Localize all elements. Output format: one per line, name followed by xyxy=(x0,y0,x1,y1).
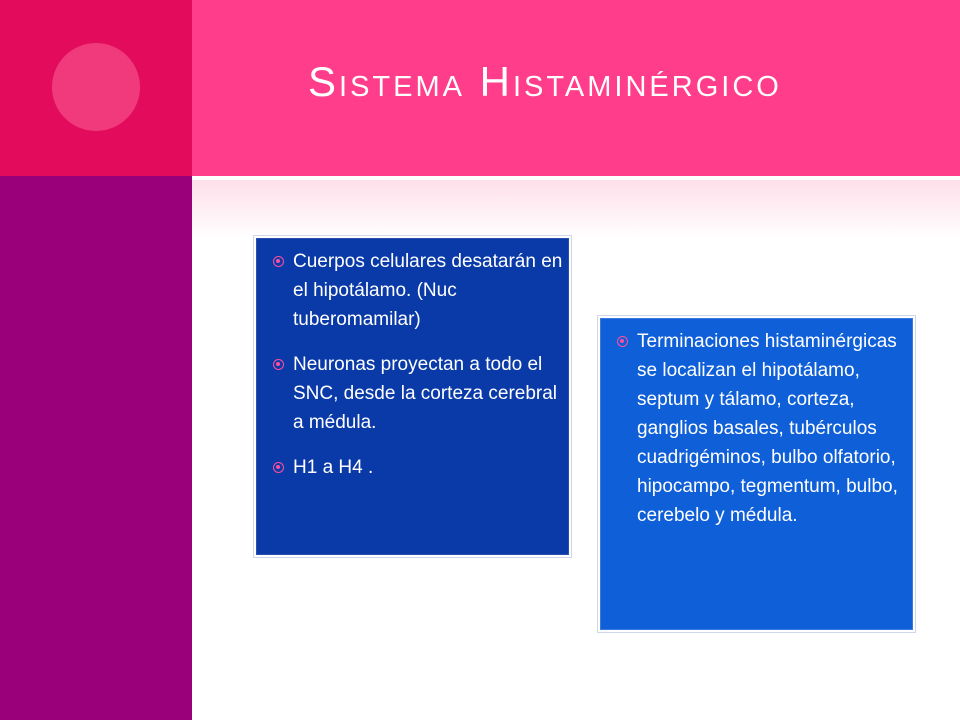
list-item-text: H1 a H4 . xyxy=(293,457,374,478)
title-shadow xyxy=(192,180,960,240)
list-item xyxy=(261,350,564,437)
circle-bullet-icon xyxy=(273,256,284,267)
circle-bullet-icon xyxy=(273,462,284,473)
sidebar-block xyxy=(0,176,192,720)
slide-title: Sistema Histaminérgico xyxy=(308,58,782,105)
list-item-text: Cuerpos celulares desatarán en el hipotálamo. (Nuc tuberomamilar) xyxy=(293,251,563,330)
right-bullet-list xyxy=(605,327,908,530)
right-text-box xyxy=(600,318,913,630)
list-item xyxy=(605,327,908,530)
list-item-text: Neuronas proyectan a todo el SNC, desde la corteza cerebral a médula. xyxy=(293,354,558,433)
left-text-box xyxy=(256,238,569,555)
left-bullet-list xyxy=(261,247,564,482)
circle-bullet-icon xyxy=(617,336,628,347)
circle-bullet-icon xyxy=(273,359,284,370)
list-item-text: Terminaciones histaminérgicas se localizan el hipotálamo, septum y tálamo, corteza, ganglios basales, tubérculos cuadrigéminos, bulbo olfatorio, hipocampo, tegmentum, bulbo, cerebelo y médula. xyxy=(637,331,898,526)
list-item xyxy=(261,247,564,334)
list-item xyxy=(261,453,564,482)
decorative-circle xyxy=(52,43,140,131)
